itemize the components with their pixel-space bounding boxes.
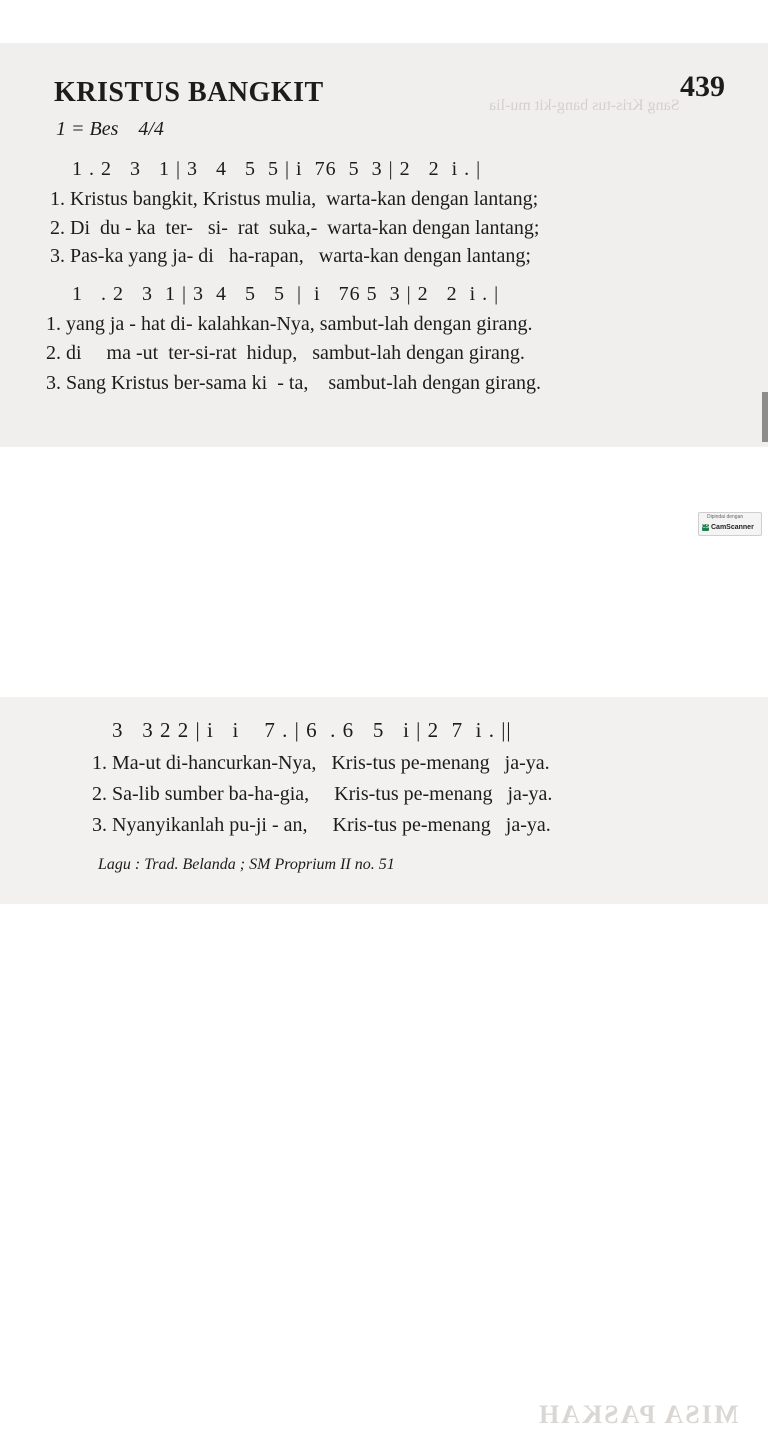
camscanner-icon: CS — [702, 524, 709, 530]
lyric-line: 3. Pas-ka yang ja- di ha-rapan, warta-kan dengan lantang; — [50, 245, 531, 267]
notation-line-2: 1 . 2 3 1 | 3 4 5 5 | i 76 5 3 | 2 2 i . | — [72, 283, 500, 305]
lyric-line: 1. Ma-ut di-hancurkan-Nya, Kris-tus pe-menang ja-ya. — [92, 752, 550, 774]
watermark-caption: Dipindai dengan — [707, 514, 744, 520]
watermark-brand: CamScanner — [711, 524, 754, 531]
lyric-line: 2. Di du - ka ter- si- rat suka,- warta-kan dengan lantang; — [50, 217, 540, 239]
camscanner-watermark — [698, 512, 762, 536]
lyric-line: 3. Sang Kristus ber-sama ki - ta, sambut-lah dengan girang. — [46, 372, 542, 394]
notation-line-3: 3 3 2 2 | i i 7 . | 6 . 6 5 i | 2 7 i . || — [112, 718, 512, 742]
lyric-line: 1. yang ja - hat di- kalahkan-Nya, sambut-lah dengan girang. — [46, 313, 533, 335]
lyric-line: 1. Kristus bangkit, Kristus mulia, warta-kan dengan lantang; — [50, 188, 539, 210]
lyric-line: 2. di ma -ut ter-si-rat hidup, sambut-lah dengan girang. — [46, 342, 525, 364]
notation-line-1: 1 . 2 3 1 | 3 4 5 5 | i 76 5 3 | 2 2 i . | — [72, 158, 482, 180]
hymn-title: KRISTUS BANGKIT — [54, 77, 324, 108]
bleed-through-text: Sang Kris-tus bang-kit mu-lia — [489, 97, 680, 114]
bleed-through-heading: MISA PASKAH — [536, 1400, 738, 1429]
lyric-line: 3. Nyanyikanlah pu-ji - an, Kris-tus pe-menang ja-ya. — [92, 814, 551, 836]
lyric-line: 2. Sa-lib sumber ba-ha-gia, Kris-tus pe-menang ja-ya. — [92, 783, 553, 805]
page-edge-shadow — [762, 392, 768, 442]
key-signature: 1 = Bes 4/4 — [56, 118, 164, 140]
hymn-number: 439 — [680, 70, 725, 103]
song-credit: Lagu : Trad. Belanda ; SM Proprium II no. 51 — [98, 856, 395, 873]
